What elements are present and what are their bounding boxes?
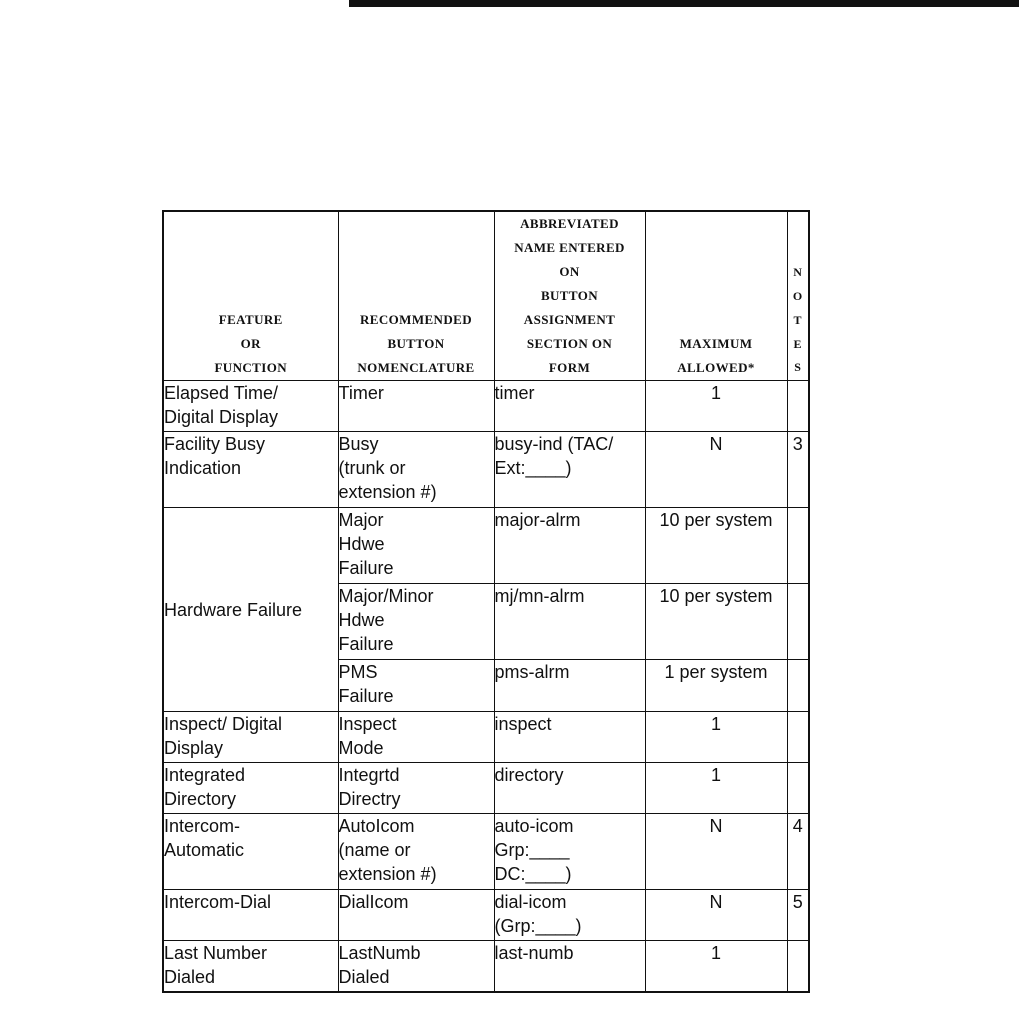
maximum-cell: 1 — [645, 381, 787, 432]
maximum-cell: N — [645, 814, 787, 890]
table-row — [163, 890, 809, 941]
abbreviated-cell: directory — [494, 763, 645, 814]
abbreviated-cell: mj/mn-alrm — [494, 584, 645, 660]
feature-cell: Inspect/ Digital Display — [163, 712, 338, 763]
feature-cell: Integrated Directory — [163, 763, 338, 814]
recommended-cell: Busy (trunk or extension #) — [338, 432, 494, 508]
abbreviated-cell: timer — [494, 381, 645, 432]
notes-cell: 4 — [787, 814, 809, 890]
header-feature: FEATURE OR FUNCTION — [163, 211, 338, 381]
button-assignment-table — [162, 210, 810, 993]
recommended-cell: Major/Minor Hdwe Failure — [338, 584, 494, 660]
table-row — [163, 941, 809, 992]
maximum-cell: 1 — [645, 712, 787, 763]
feature-cell: Last Number Dialed — [163, 941, 338, 992]
header-maximum: MAXIMUM ALLOWED* — [645, 211, 787, 381]
maximum-cell: 1 — [645, 941, 787, 992]
notes-cell — [787, 763, 809, 814]
recommended-cell: Integrtd Directry — [338, 763, 494, 814]
notes-cell — [787, 508, 809, 584]
maximum-cell: 1 per system — [645, 660, 787, 712]
abbreviated-cell: dial-icom (Grp:____) — [494, 890, 645, 941]
feature-cell: Intercom- Automatic — [163, 814, 338, 890]
table-row — [163, 432, 809, 508]
header-recommended: RECOMMENDED BUTTON NOMENCLATURE — [338, 211, 494, 381]
top-rule — [349, 0, 1019, 7]
header-notes: N O T E S — [787, 211, 809, 381]
notes-cell — [787, 712, 809, 763]
header-row — [163, 211, 809, 381]
maximum-cell: 10 per system — [645, 508, 787, 584]
maximum-cell: 10 per system — [645, 584, 787, 660]
maximum-cell: N — [645, 432, 787, 508]
notes-cell: 5 — [787, 890, 809, 941]
recommended-cell: AutoIcom (name or extension #) — [338, 814, 494, 890]
abbreviated-cell: last-numb — [494, 941, 645, 992]
notes-cell — [787, 660, 809, 712]
feature-cell: Hardware Failure — [163, 508, 338, 712]
recommended-cell: DialIcom — [338, 890, 494, 941]
abbreviated-cell: inspect — [494, 712, 645, 763]
table-row — [163, 508, 809, 584]
maximum-cell: N — [645, 890, 787, 941]
recommended-cell: Timer — [338, 381, 494, 432]
notes-cell — [787, 584, 809, 660]
abbreviated-cell: major-alrm — [494, 508, 645, 584]
header-abbreviated: ABBREVIATED NAME ENTERED ON BUTTON ASSIGNMENT SECTION ON FORM — [494, 211, 645, 381]
feature-cell: Intercom-Dial — [163, 890, 338, 941]
notes-cell — [787, 381, 809, 432]
recommended-cell: PMS Failure — [338, 660, 494, 712]
feature-cell: Elapsed Time/ Digital Display — [163, 381, 338, 432]
table-row — [163, 763, 809, 814]
table-row — [163, 814, 809, 890]
notes-cell — [787, 941, 809, 992]
recommended-cell: Major Hdwe Failure — [338, 508, 494, 584]
abbreviated-cell: pms-alrm — [494, 660, 645, 712]
table-row — [163, 712, 809, 763]
feature-cell: Facility Busy Indication — [163, 432, 338, 508]
abbreviated-cell: busy-ind (TAC/ Ext:____) — [494, 432, 645, 508]
recommended-cell: Inspect Mode — [338, 712, 494, 763]
table-row — [163, 381, 809, 432]
notes-cell: 3 — [787, 432, 809, 508]
recommended-cell: LastNumb Dialed — [338, 941, 494, 992]
maximum-cell: 1 — [645, 763, 787, 814]
abbreviated-cell: auto-icom Grp:____ DC:____) — [494, 814, 645, 890]
